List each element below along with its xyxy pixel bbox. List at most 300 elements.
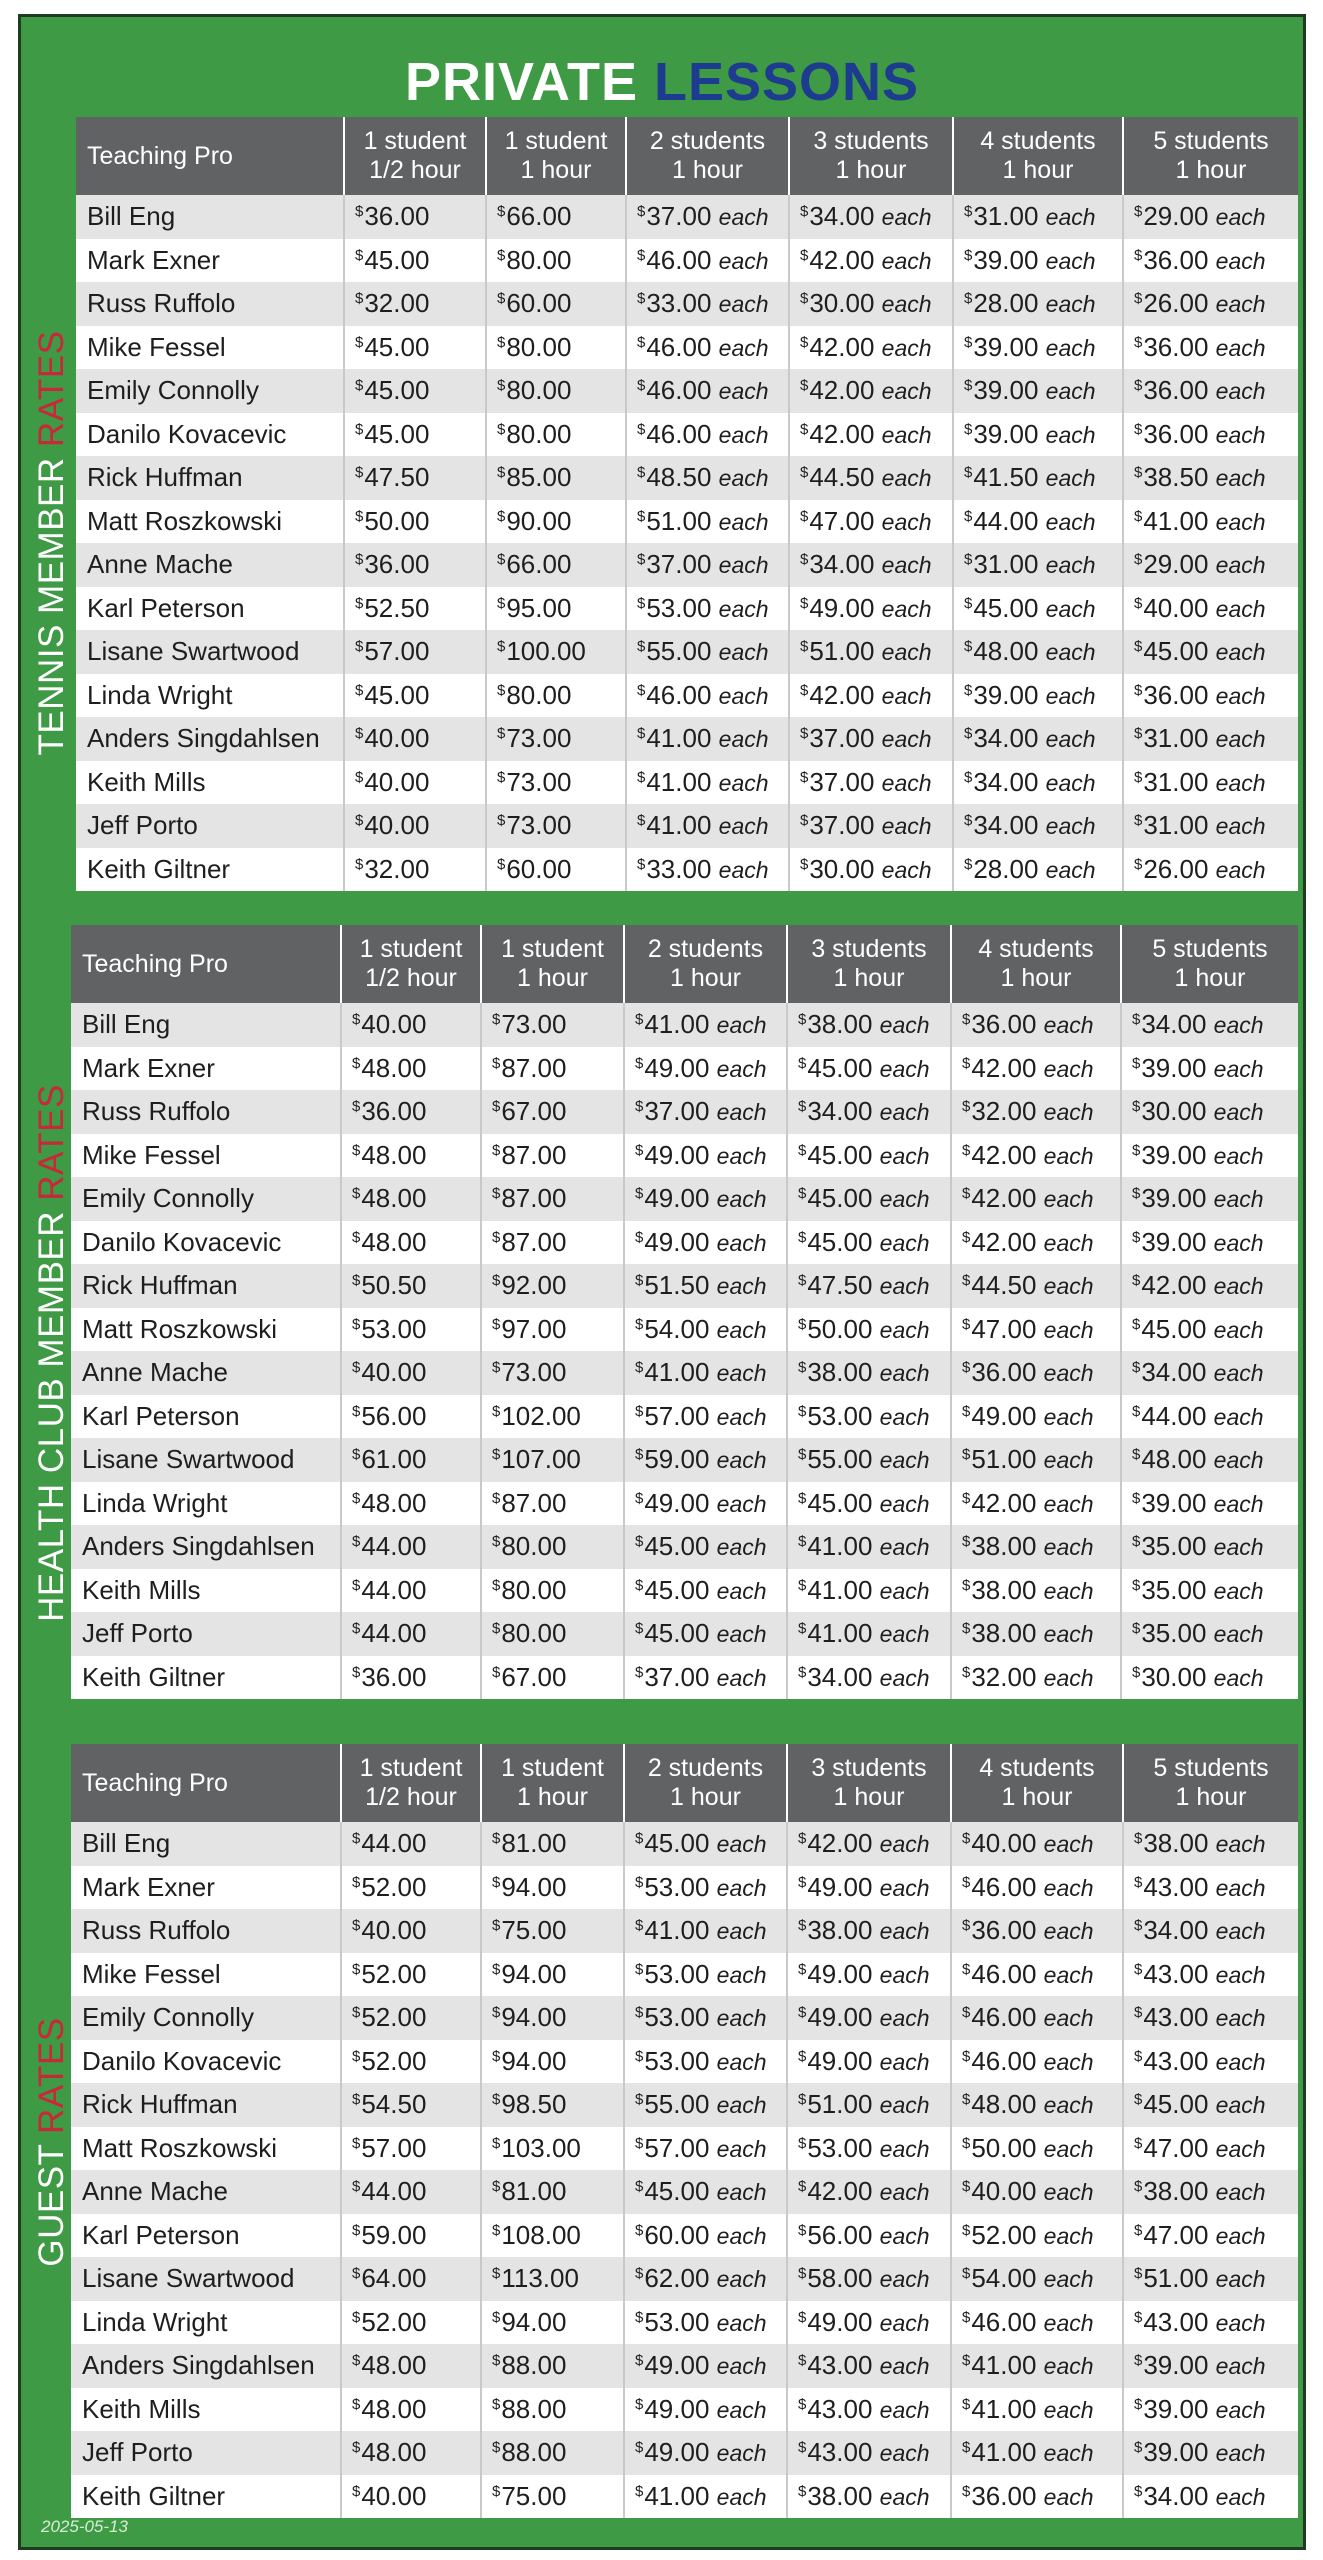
each-label: each [716,1831,767,1858]
rate-amount: 40.00 [971,2176,1037,2207]
rate-amount: 43.00 [1143,1871,1209,1902]
header-4 [787,1744,951,1822]
rate-cell: $36.00 each [1123,326,1298,370]
rate-cell: $54.00 each [624,1308,787,1352]
rate-amount: 49.00 [807,2045,873,2076]
rate-cell: $30.00 each [1121,1656,1298,1700]
each-label: each [716,2048,767,2075]
pro-name: Bill Eng [76,195,344,239]
rate-cell: $80.00 [486,674,626,718]
rate-amount: 57.00 [364,636,430,667]
table-row [76,195,1298,239]
rate-amount: 39.00 [973,331,1039,362]
rate-amount: 49.00 [644,1139,710,1170]
rate-amount: 66.00 [506,549,572,580]
rate-amount: 60.00 [644,2219,710,2250]
rate-amount: 73.00 [501,1357,567,1388]
table-row [76,804,1298,848]
rate-amount: 52.00 [971,2219,1037,2250]
rate-cell: $30.00 each [789,282,953,326]
rate-amount: 31.00 [1143,723,1209,754]
rate-cell: $55.00 each [624,2083,787,2127]
header-5 [951,1744,1123,1822]
rate-cell: $30.00 each [789,848,953,892]
rate-cell: $33.00 each [626,848,789,892]
each-label: each [718,595,769,622]
rate-cell: $41.00 each [787,1569,951,1613]
rate-amount: 50.00 [807,1313,873,1344]
header-line: 5 students [1152,935,1268,963]
each-label: each [1213,1229,1264,1256]
rate-cell: $42.00 each [951,1221,1121,1265]
rate-cell: $43.00 each [1123,1953,1298,1997]
rate-cell: $41.00 each [624,1909,787,1953]
rate-cell: $94.00 [481,1866,624,1910]
rate-amount: 51.00 [809,636,875,667]
rate-cell: $47.50 each [787,1264,951,1308]
table-row [71,1525,1298,1569]
rate-amount: 87.00 [501,1052,567,1083]
each-label: each [1215,1831,1266,1858]
rate-cell: $48.00 [341,1177,481,1221]
rate-cell: $53.00 each [624,1866,787,1910]
rate-amount: 42.00 [809,418,875,449]
rate-cell: $45.00 each [1123,2083,1298,2127]
rate-amount: 34.00 [1143,1915,1209,1946]
rate-amount: 53.00 [644,2002,710,2033]
table-row [76,587,1298,631]
rate-amount: 48.00 [361,2350,427,2381]
each-label: each [879,1273,930,1300]
rate-cell: $51.00 each [951,1438,1121,1482]
rate-amount: 38.00 [971,1574,1037,1605]
rate-amount: 39.00 [1141,1183,1207,1214]
header-5 [953,117,1123,195]
rate-amount: 44.00 [361,1618,427,1649]
table-row [71,2127,1298,2171]
rate-amount: 98.50 [501,2089,567,2120]
rate-cell: $51.00 each [626,500,789,544]
each-label: each [879,1447,930,1474]
rate-amount: 53.00 [807,2132,873,2163]
rate-cell: $34.00 each [953,761,1123,805]
rate-amount: 41.00 [807,1531,873,1562]
table-row [71,2431,1298,2475]
rate-amount: 42.00 [971,1139,1037,1170]
rate-amount: 41.00 [646,810,712,841]
rate-cell: $42.00 each [787,1822,951,1866]
section-label-guest: GUEST RATES [32,2017,71,2267]
rate-amount: 103.00 [501,2132,581,2163]
rate-cell: $50.00 each [787,1308,951,1352]
pro-name: Jeff Porto [71,2431,341,2475]
each-label: each [1213,1273,1264,1300]
each-label: each [1215,334,1266,361]
rate-amount: 87.00 [501,1487,567,1518]
rate-amount: 36.00 [361,1096,427,1127]
table-row [76,630,1298,674]
rate-cell: $35.00 each [1121,1525,1298,1569]
rate-amount: 67.00 [501,1661,567,1692]
pro-name: Mike Fessel [71,1953,341,1997]
each-label: each [1045,682,1096,709]
rate-cell: $46.00 each [951,1996,1123,2040]
rate-amount: 46.00 [646,418,712,449]
each-label: each [1215,2266,1266,2293]
rate-amount: 39.00 [1143,2350,1209,2381]
table-row [76,369,1298,413]
each-label: each [1213,1360,1264,1387]
each-label: each [1043,2309,1094,2336]
each-label: each [1043,2440,1094,2467]
rate-amount: 42.00 [809,331,875,362]
rate-amount: 45.00 [364,331,430,362]
each-label: each [1043,1961,1094,1988]
table-row [71,1822,1298,1866]
rate-cell: $28.00 each [953,282,1123,326]
rate-cell: $52.00 [341,2301,481,2345]
rate-cell: $49.00 each [787,2301,951,2345]
rate-amount: 85.00 [506,462,572,493]
each-label: each [881,291,932,318]
rate-cell: $94.00 [481,1996,624,2040]
pro-name: Keith Mills [71,2388,341,2432]
pro-name: Mike Fessel [71,1134,341,1178]
rate-cell: $88.00 [481,2431,624,2475]
rate-cell: $88.00 [481,2344,624,2388]
rate-amount: 58.00 [807,2263,873,2294]
rate-amount: 40.00 [361,1357,427,1388]
rate-amount: 48.00 [361,1183,427,1214]
pro-name: Keith Giltner [71,2475,341,2519]
rate-cell: $47.00 each [789,500,953,544]
rate-cell: $32.00 each [951,1090,1121,1134]
each-label: each [1213,1664,1264,1691]
rate-amount: 41.50 [973,462,1039,493]
rate-cell: $48.00 [341,1482,481,1526]
rate-cell: $45.00 [344,674,486,718]
rate-cell: $41.00 each [624,1003,787,1047]
each-label: each [1215,2048,1266,2075]
rate-cell: $45.00 each [787,1134,951,1178]
rate-amount: 42.00 [1141,1270,1207,1301]
each-label: each [716,1534,767,1561]
rate-cell: $41.00 each [787,1612,951,1656]
rate-cell: $34.00 each [789,543,953,587]
each-label: each [1043,1621,1094,1648]
rate-amount: 48.50 [646,462,712,493]
header-line: 1 hour [1001,1783,1073,1811]
rate-cell: $43.00 each [1123,2301,1298,2345]
rate-amount: 48.00 [361,2393,427,2424]
rate-amount: 48.00 [971,2089,1037,2120]
rate-amount: 30.00 [1141,1661,1207,1692]
rate-amount: 31.00 [1143,766,1209,797]
rate-amount: 49.00 [644,1052,710,1083]
rate-amount: 49.00 [807,2306,873,2337]
rate-cell: $40.00 [341,2475,481,2519]
each-label: each [1045,552,1096,579]
rate-amount: 43.00 [1143,2002,1209,2033]
rate-amount: 102.00 [501,1400,581,1431]
each-label: each [1043,2092,1094,2119]
rate-cell: $38.00 each [1123,1822,1298,1866]
rate-amount: 29.00 [1143,201,1209,232]
each-label: each [718,726,769,753]
each-label: each [1215,378,1266,405]
rate-cell: $26.00 each [1123,848,1298,892]
rate-amount: 45.00 [364,244,430,275]
table-row [71,2083,1298,2127]
each-label: each [1215,1918,1266,1945]
rate-cell: $42.00 each [789,674,953,718]
rate-amount: 48.00 [361,1226,427,1257]
rate-cell: $42.00 each [789,326,953,370]
pro-name: Danilo Kovacevic [71,2040,341,2084]
rate-amount: 34.00 [807,1661,873,1692]
rate-amount: 43.00 [1143,2045,1209,2076]
table-row [71,1351,1298,1395]
each-label: each [879,1229,930,1256]
rate-cell: $39.00 each [1121,1134,1298,1178]
rate-amount: 42.00 [807,1828,873,1859]
rate-cell: $36.00 each [951,1003,1121,1047]
pro-name: Anne Mache [76,543,344,587]
rate-amount: 36.00 [361,1661,427,1692]
rate-cell: $51.50 each [624,1264,787,1308]
rate-cell: $47.00 each [1123,2127,1298,2171]
rate-cell: $90.00 [486,500,626,544]
rate-cell: $44.00 each [953,500,1123,544]
each-label: each [716,1360,767,1387]
table-row [71,1438,1298,1482]
header-line: 5 students [1153,1754,1269,1782]
each-label: each [716,2179,767,2206]
each-label: each [718,334,769,361]
each-label: each [879,1490,930,1517]
header-line: 1 hour [670,1783,741,1811]
rate-amount: 45.00 [644,1531,710,1562]
rate-amount: 81.00 [501,2176,567,2207]
each-label: each [716,2135,767,2162]
table-row [71,1221,1298,1265]
rate-amount: 34.00 [1141,1357,1207,1388]
rate-amount: 47.50 [364,462,430,493]
each-label: each [718,291,769,318]
header-line: 1 hour [670,964,741,992]
each-label: each [879,1918,930,1945]
rate-amount: 43.00 [1143,1958,1209,1989]
each-label: each [716,1447,767,1474]
rate-amount: 45.00 [364,375,430,406]
rate-cell: $49.00 each [624,1047,787,1091]
rate-amount: 41.00 [644,2480,710,2511]
rate-cell: $44.50 each [789,456,953,500]
each-label: each [1215,1961,1266,1988]
pro-name: Rick Huffman [76,456,344,500]
rate-amount: 108.00 [501,2219,581,2250]
pro-name: Russ Ruffolo [76,282,344,326]
rate-cell: $52.00 each [951,2214,1123,2258]
rate-amount: 37.00 [809,810,875,841]
rate-cell: $53.00 each [787,2127,951,2171]
each-label: each [879,1961,930,1988]
header-line: 1 student [363,127,467,155]
rate-amount: 39.00 [973,679,1039,710]
rate-amount: 38.00 [807,1915,873,1946]
each-label: each [716,2005,767,2032]
rate-cell: $28.00 each [953,848,1123,892]
rate-cell: $36.00 each [1123,369,1298,413]
rate-amount: 39.00 [1141,1139,1207,1170]
rate-cell: $36.00 each [951,1351,1121,1395]
each-label: each [1215,204,1266,231]
each-label: each [1215,2222,1266,2249]
each-label: each [1043,2222,1094,2249]
rate-sheet [18,14,1306,2550]
each-label: each [716,1099,767,1126]
rate-cell: $60.00 [486,848,626,892]
rate-amount: 32.00 [364,288,430,319]
rate-amount: 51.00 [807,2089,873,2120]
rate-amount: 48.00 [1141,1444,1207,1475]
rate-cell: $66.00 [486,543,626,587]
rate-amount: 32.00 [971,1096,1037,1127]
rate-cell: $37.00 each [626,543,789,587]
rate-cell: $36.00 each [951,1909,1123,1953]
rate-amount: 34.00 [973,810,1039,841]
each-label: each [881,204,932,231]
table-row [76,543,1298,587]
rate-cell: $52.00 [341,1953,481,1997]
header-2 [481,1744,624,1822]
table-row [71,2301,1298,2345]
table-row [71,1909,1298,1953]
rate-amount: 94.00 [501,1871,567,1902]
rate-cell: $49.00 each [624,1221,787,1265]
rate-amount: 57.00 [361,2132,427,2163]
rate-cell: $41.00 each [624,1351,787,1395]
section-label-health-club-member: HEALTH CLUB MEMBER RATES [32,1084,71,1622]
rate-cell: $31.00 each [953,195,1123,239]
rate-cell: $50.50 [341,1264,481,1308]
rate-cell: $38.00 each [951,1525,1121,1569]
header-4 [787,925,951,1003]
table-row [76,761,1298,805]
rate-amount: 42.00 [971,1183,1037,1214]
rate-amount: 87.00 [501,1139,567,1170]
rate-cell: $45.00 each [624,2170,787,2214]
rate-cell: $48.00 each [953,630,1123,674]
rate-amount: 41.00 [644,1009,710,1040]
rate-cell: $92.00 [481,1264,624,1308]
each-label: each [1043,1229,1094,1256]
rate-amount: 36.00 [971,1915,1037,1946]
rate-amount: 53.00 [807,1400,873,1431]
each-label: each [1043,1360,1094,1387]
rate-amount: 60.00 [506,853,572,884]
rate-cell: $36.00 [344,195,486,239]
rate-amount: 36.00 [1143,375,1209,406]
rate-amount: 41.00 [644,1357,710,1388]
rate-amount: 37.00 [646,549,712,580]
each-label: each [1045,726,1096,753]
each-label: each [1043,1316,1094,1343]
rate-cell: $49.00 each [787,1866,951,1910]
each-label: each [1215,465,1266,492]
rate-amount: 39.00 [973,244,1039,275]
pro-name: Emily Connolly [76,369,344,413]
header-line: 4 students [979,1754,1095,1782]
pro-name: Bill Eng [71,1822,341,1866]
rate-cell: $36.00 each [951,2475,1123,2519]
rate-cell: $48.00 [341,2344,481,2388]
header-line: 1 hour [1002,156,1074,184]
rate-cell: $42.00 each [789,413,953,457]
rate-amount: 39.00 [1141,1052,1207,1083]
rate-cell: $48.00 [341,2431,481,2475]
rate-amount: 100.00 [506,636,586,667]
each-label: each [1215,813,1266,840]
header-1 [344,117,486,195]
each-label: each [1043,1874,1094,1901]
rate-cell: $35.00 each [1121,1569,1298,1613]
rate-amount: 45.00 [1143,2089,1209,2120]
rate-amount: 41.00 [971,2350,1037,2381]
each-label: each [718,813,769,840]
rate-cell: $36.00 [344,543,486,587]
table-row [71,2170,1298,2214]
rate-cell: $43.00 each [1123,1866,1298,1910]
each-label: each [1215,2440,1266,2467]
rate-amount: 45.00 [807,1052,873,1083]
rate-cell: $55.00 each [787,1438,951,1482]
each-label: each [716,2092,767,2119]
rate-cell: $41.50 each [953,456,1123,500]
rate-cell: $48.00 each [951,2083,1123,2127]
rate-cell: $41.00 each [1123,500,1298,544]
rate-cell: $52.00 [341,1866,481,1910]
rate-cell: $60.00 each [624,2214,787,2258]
rate-cell: $41.00 each [624,2475,787,2519]
rate-amount: 39.00 [973,375,1039,406]
rate-amount: 49.00 [644,2437,710,2468]
rate-cell: $59.00 [341,2214,481,2258]
rate-cell: $37.00 each [624,1090,787,1134]
rate-amount: 50.00 [364,505,430,536]
each-label: each [1215,2396,1266,2423]
pro-name: Keith Giltner [71,1656,341,1700]
rate-cell: $39.00 each [953,326,1123,370]
rate-amount: 52.00 [361,2306,427,2337]
each-label: each [1043,1918,1094,1945]
rate-amount: 34.00 [973,723,1039,754]
rate-cell: $49.00 each [624,1482,787,1526]
each-label: each [1043,1273,1094,1300]
rate-amount: 38.00 [807,2480,873,2511]
rate-cell: $39.00 each [1123,2431,1298,2475]
each-label: each [1045,856,1096,883]
rate-cell: $55.00 each [626,630,789,674]
pro-name: Matt Roszkowski [76,500,344,544]
rate-amount: 48.00 [361,2437,427,2468]
rate-cell: $42.00 each [789,369,953,413]
pro-name: Keith Mills [76,761,344,805]
each-label: each [716,1055,767,1082]
rate-cell: $53.00 each [624,2301,787,2345]
rate-cell: $113.00 [481,2257,624,2301]
header-line: 3 students [813,127,929,155]
